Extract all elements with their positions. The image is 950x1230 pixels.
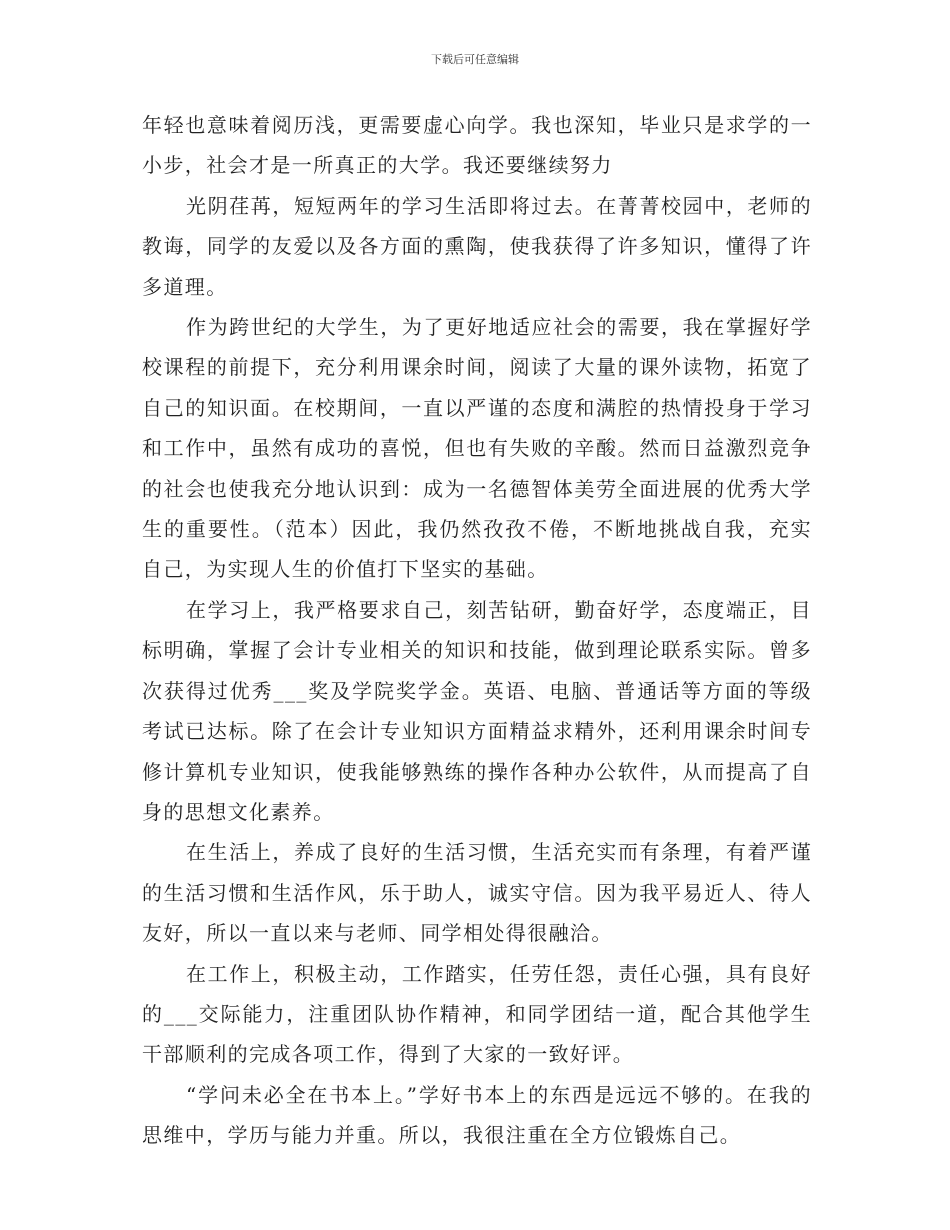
paragraph: 在工作上，积极主动，工作踏实，任劳任怨，责任心强，具有良好的___交际能力，注重团队协作精神，和同学团结一道，配合其他学生干部顺利的完成各项工作，得到了大家的一致好评。 <box>142 961 812 1067</box>
page-header: 下载后可任意编辑 <box>431 53 519 66</box>
document-body <box>142 105 812 1156</box>
paragraph: 光阴荏苒，短短两年的学习生活即将过去。在菁菁校园中，老师的教诲，同学的友爱以及各方面的熏陶，使我获得了许多知识，懂得了许多道理。 <box>142 193 812 299</box>
paragraph: 年轻也意味着阅历浅，更需要虚心向学。我也深知，毕业只是求学的一小步，社会才是一所真正的大学。我还要继续努力 <box>142 113 812 178</box>
paragraph: 作为跨世纪的大学生，为了更好地适应社会的需要，我在掌握好学校课程的前提下，充分利用课余时间，阅读了大量的课外读物，拓宽了自己的知识面。在校期间，一直以严谨的态度和满腔的热情投身于学习和工作中，虽然有成功的喜悦，但也有失败的辛酸。然而日益激烈竞争的社会也使我充分地认识到：成为一名德智体美劳全面进展的优秀大学生的重要性。（范本）因此，我仍然孜孜不倦，不断地挑战自我，充实自己，为实现人生的价值打下坚实的基础。 <box>142 315 812 582</box>
paragraph: 在生活上，养成了良好的生活习惯，生活充实而有条理，有着严谨的生活习惯和生活作风，乐于助人，诚实守信。因为我平易近人、待人友好，所以一直以来与老师、同学相处得很融洽。 <box>142 840 812 946</box>
paragraph: “学问未必全在书本上。”学好书本上的东西是远远不够的。在我的思维中，学历与能力并重。所以，我很注重在全方位锻炼自己。 <box>142 1082 812 1148</box>
paragraph: 在学习上，我严格要求自己，刻苦钻研，勤奋好学，态度端正，目标明确，掌握了会计专业相关的知识和技能，做到理论联系实际。曾多次获得过优秀___奖及学院奖学金。英语、电脑、普通话等方面的等级考试已达标。除了在会计专业知识方面精益求精外，还利用课余时间专修计算机专业知识，使我能够熟练的操作各种办公软件，从而提高了自身的思想文化素养。 <box>142 597 812 824</box>
